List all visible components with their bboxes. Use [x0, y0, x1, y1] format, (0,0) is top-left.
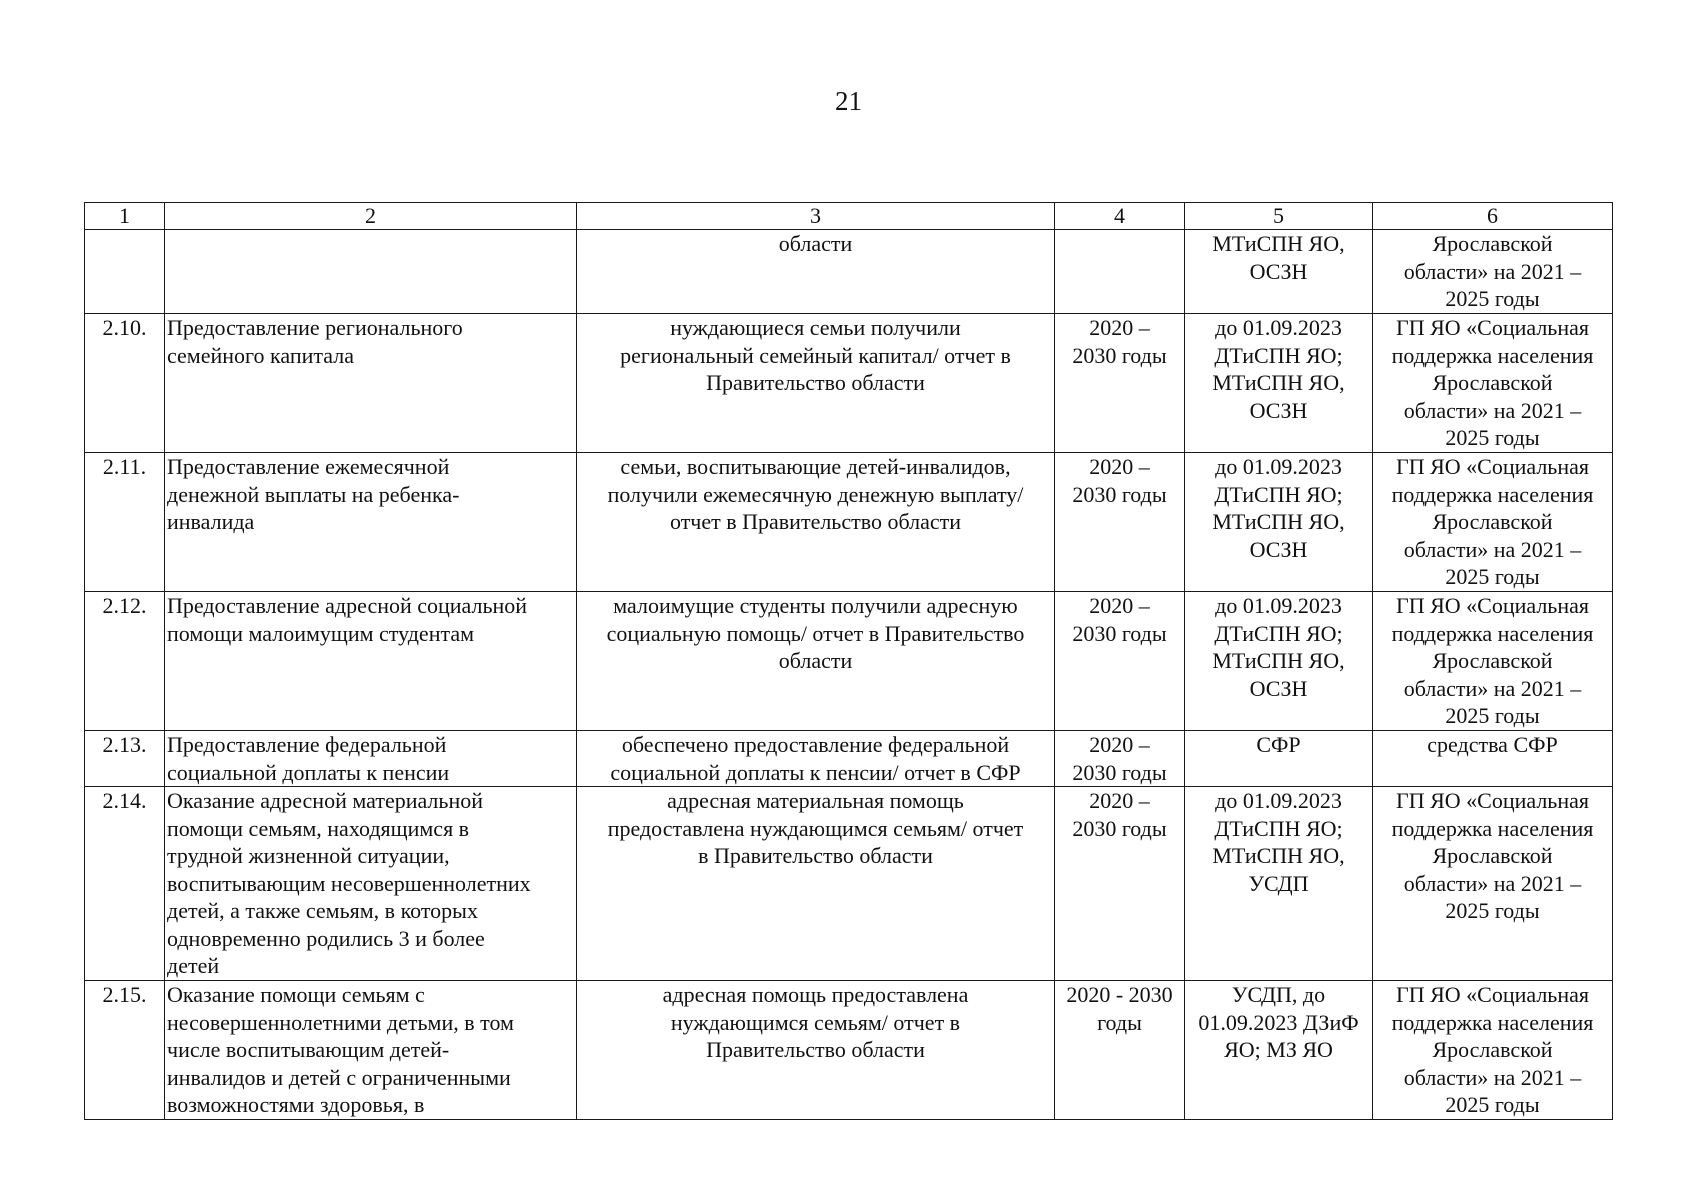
column-header: 2	[165, 203, 577, 230]
program-cell: ГП ЯО «Социальная поддержка населения Ярославской области» на 2021 – 2025 годы	[1373, 592, 1613, 731]
result-cell: адресная помощь предоставлена нуждающимся семьям/ отчет в Правительство области	[577, 981, 1055, 1120]
program-cell: средства СФР	[1373, 731, 1613, 787]
table-row	[85, 592, 1613, 731]
period-cell: 2020 – 2030 годы	[1055, 592, 1185, 731]
measures-table	[84, 202, 1613, 1120]
item-number-cell: 2.12.	[85, 592, 165, 731]
program-cell: Ярославской области» на 2021 – 2025 годы	[1373, 230, 1613, 314]
table-row	[85, 230, 1613, 314]
result-cell: семьи, воспитывающие детей-инвалидов, получили ежемесячную денежную выплату/ отчет в Правительство области	[577, 453, 1055, 592]
program-cell: ГП ЯО «Социальная поддержка населения Ярославской области» на 2021 – 2025 годы	[1373, 981, 1613, 1120]
item-number-cell: 2.15.	[85, 981, 165, 1120]
result-cell: нуждающиеся семьи получили региональный семейный капитал/ отчет в Правительство области	[577, 314, 1055, 453]
table-row	[85, 981, 1613, 1120]
measure-cell: Предоставление регионального семейного капитала	[165, 314, 577, 453]
item-number-cell: 2.10.	[85, 314, 165, 453]
measure-cell: Предоставление адресной социальной помощи малоимущим студентам	[165, 592, 577, 731]
period-cell: 2020 – 2030 годы	[1055, 731, 1185, 787]
period-cell	[1055, 230, 1185, 314]
result-cell: области	[577, 230, 1055, 314]
executor-cell: до 01.09.2023 ДТиСПН ЯО; МТиСПН ЯО, ОСЗН	[1185, 314, 1373, 453]
program-cell: ГП ЯО «Социальная поддержка населения Ярославской области» на 2021 – 2025 годы	[1373, 787, 1613, 981]
item-number-cell: 2.14.	[85, 787, 165, 981]
table-row	[85, 314, 1613, 453]
period-cell: 2020 – 2030 годы	[1055, 314, 1185, 453]
program-cell: ГП ЯО «Социальная поддержка населения Ярославской области» на 2021 – 2025 годы	[1373, 453, 1613, 592]
result-cell: адресная материальная помощь предоставлена нуждающимся семьям/ отчет в Правительство области	[577, 787, 1055, 981]
item-number-cell: 2.11.	[85, 453, 165, 592]
measure-cell: Предоставление федеральной социальной доплаты к пенсии	[165, 731, 577, 787]
column-header: 4	[1055, 203, 1185, 230]
column-header: 5	[1185, 203, 1373, 230]
column-header: 6	[1373, 203, 1613, 230]
table-row	[85, 731, 1613, 787]
executor-cell: УСДП, до 01.09.2023 ДЗиФ ЯО; МЗ ЯО	[1185, 981, 1373, 1120]
result-cell: малоимущие студенты получили адресную социальную помощь/ отчет в Правительство области	[577, 592, 1055, 731]
period-cell: 2020 - 2030 годы	[1055, 981, 1185, 1120]
table-row	[85, 453, 1613, 592]
measure-cell: Оказание помощи семьям с несовершеннолетними детьми, в том числе воспитывающим детей- инвалидов и детей с ограниченными возможностями здоровья, в	[165, 981, 577, 1120]
executor-cell: до 01.09.2023 ДТиСПН ЯО; МТиСПН ЯО, ОСЗН	[1185, 592, 1373, 731]
period-cell: 2020 – 2030 годы	[1055, 453, 1185, 592]
measure-cell: Оказание адресной материальной помощи семьям, находящимся в трудной жизненной ситуации, воспитывающим несовершеннолетних детей, а также семьям, в которых одновременно родились 3 и более детей	[165, 787, 577, 981]
measure-cell: Предоставление ежемесячной денежной выплаты на ребенка- инвалида	[165, 453, 577, 592]
column-header: 3	[577, 203, 1055, 230]
period-cell: 2020 – 2030 годы	[1055, 787, 1185, 981]
page-number: 21	[835, 86, 862, 116]
measure-cell	[165, 230, 577, 314]
executor-cell: СФР	[1185, 731, 1373, 787]
table-row	[85, 787, 1613, 981]
item-number-cell	[85, 230, 165, 314]
result-cell: обеспечено предоставление федеральной социальной доплаты к пенсии/ отчет в СФР	[577, 731, 1055, 787]
executor-cell: МТиСПН ЯО, ОСЗН	[1185, 230, 1373, 314]
program-cell: ГП ЯО «Социальная поддержка населения Ярославской области» на 2021 – 2025 годы	[1373, 314, 1613, 453]
column-header: 1	[85, 203, 165, 230]
item-number-cell: 2.13.	[85, 731, 165, 787]
table-header-row	[85, 203, 1613, 230]
executor-cell: до 01.09.2023 ДТиСПН ЯО; МТиСПН ЯО, ОСЗН	[1185, 453, 1373, 592]
executor-cell: до 01.09.2023 ДТиСПН ЯО; МТиСПН ЯО, УСДП	[1185, 787, 1373, 981]
